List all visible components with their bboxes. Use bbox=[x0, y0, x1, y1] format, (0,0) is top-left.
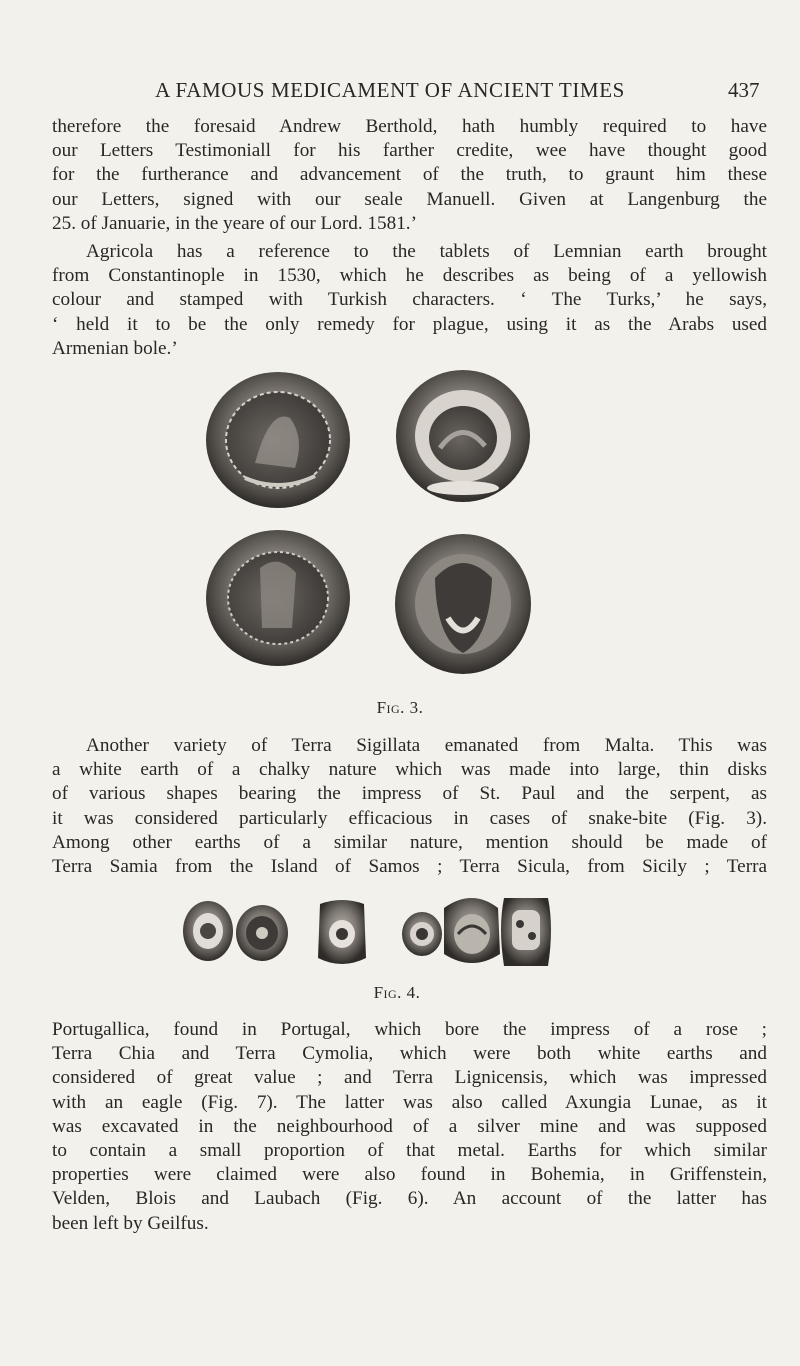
text-line: with an eagle (Fig. 7). The latter was also called Axungia Lunae, as it bbox=[52, 1091, 767, 1113]
seal-6 bbox=[501, 898, 551, 966]
figure-3-caption: Fig. 3. bbox=[376, 698, 424, 717]
seal-3 bbox=[318, 900, 366, 964]
medallion-bottom-left bbox=[206, 530, 350, 666]
text-line: of various shapes bearing the impress of St. Paul and the serpent, as bbox=[52, 783, 767, 805]
text-line: Terra Samia from the Island of Samos ; Terra Sicula, from Sicily ; Terra bbox=[52, 856, 767, 878]
text-line: Velden, Blois and Laubach (Fig. 6). An account of the latter has bbox=[52, 1188, 767, 1210]
figure-4-seals bbox=[182, 888, 554, 974]
text-line: Armenian bole.’ bbox=[52, 337, 178, 359]
text-line: Terra Chia and Terra Cymolia, which were both white earths and bbox=[52, 1043, 767, 1065]
figure-3-medallions bbox=[200, 368, 600, 694]
paragraph-portugallica bbox=[52, 1018, 767, 1236]
figure-4-caption: Fig. 4. bbox=[373, 983, 421, 1002]
medallion-top-right bbox=[396, 370, 530, 502]
text-line: considered of great value ; and Terra Lignicensis, which was impressed bbox=[52, 1067, 767, 1089]
text-line: colour and stamped with Turkish characters. ‘ The Turks,’ he says, bbox=[52, 289, 767, 311]
text-line: our Letters, signed with our seale Manuell. Given at Langenburg the bbox=[52, 188, 767, 210]
running-title: A FAMOUS MEDICAMENT OF ANCIENT TIMES bbox=[155, 78, 625, 102]
text-line: been left by Geilfus. bbox=[52, 1212, 209, 1234]
text-line: Portugallica, found in Portugal, which bore the impress of a rose ; bbox=[52, 1019, 767, 1040]
text-line: 25. of Januarie, in the yeare of our Lord. 1581.’ bbox=[52, 212, 417, 234]
medallion-top-left bbox=[206, 372, 350, 508]
page-number: 437 bbox=[728, 78, 760, 102]
text-line: ‘ held it to be the only remedy for plague, using it as the Arabs used bbox=[52, 313, 767, 335]
text-line: it was considered particularly efficacious in cases of snake-bite (Fig. 3). bbox=[52, 807, 767, 829]
paragraph-continuation bbox=[52, 115, 767, 236]
text-line: Another variety of Terra Sigillata emanated from Malta. This was bbox=[86, 735, 767, 756]
medallion-bottom-right bbox=[395, 534, 531, 674]
text-line: Agricola has a reference to the tablets of Lemnian earth brought bbox=[86, 241, 767, 262]
text-line: from Constantinople in 1530, which he describes as being of a yellowish bbox=[52, 265, 767, 287]
seal-4 bbox=[402, 912, 442, 956]
text-line: to contain a small proportion of that metal. Earths for which similar bbox=[52, 1140, 767, 1162]
text-line: a white earth of a chalky nature which was made into large, thin disks bbox=[52, 759, 767, 781]
paragraph-malta bbox=[52, 734, 767, 879]
text-line: Among other earths of a similar nature, mention should be made of bbox=[52, 831, 767, 853]
seal-1 bbox=[183, 901, 233, 961]
seal-5 bbox=[444, 898, 500, 963]
paragraph-agricola bbox=[52, 240, 767, 361]
text-line: therefore the foresaid Andrew Berthold, hath humbly required to have bbox=[52, 116, 767, 137]
text-line: was excavated in the neighbourhood of a silver mine and was supposed bbox=[52, 1115, 767, 1137]
text-line: for the furtherance and advancement of the truth, to graunt him these bbox=[52, 164, 767, 186]
text-line: properties were claimed were also found in Bohemia, in Griffenstein, bbox=[52, 1164, 767, 1186]
text-line: our Letters Testimoniall for his farther credite, wee have thought good bbox=[52, 140, 767, 162]
seal-2 bbox=[236, 905, 288, 961]
